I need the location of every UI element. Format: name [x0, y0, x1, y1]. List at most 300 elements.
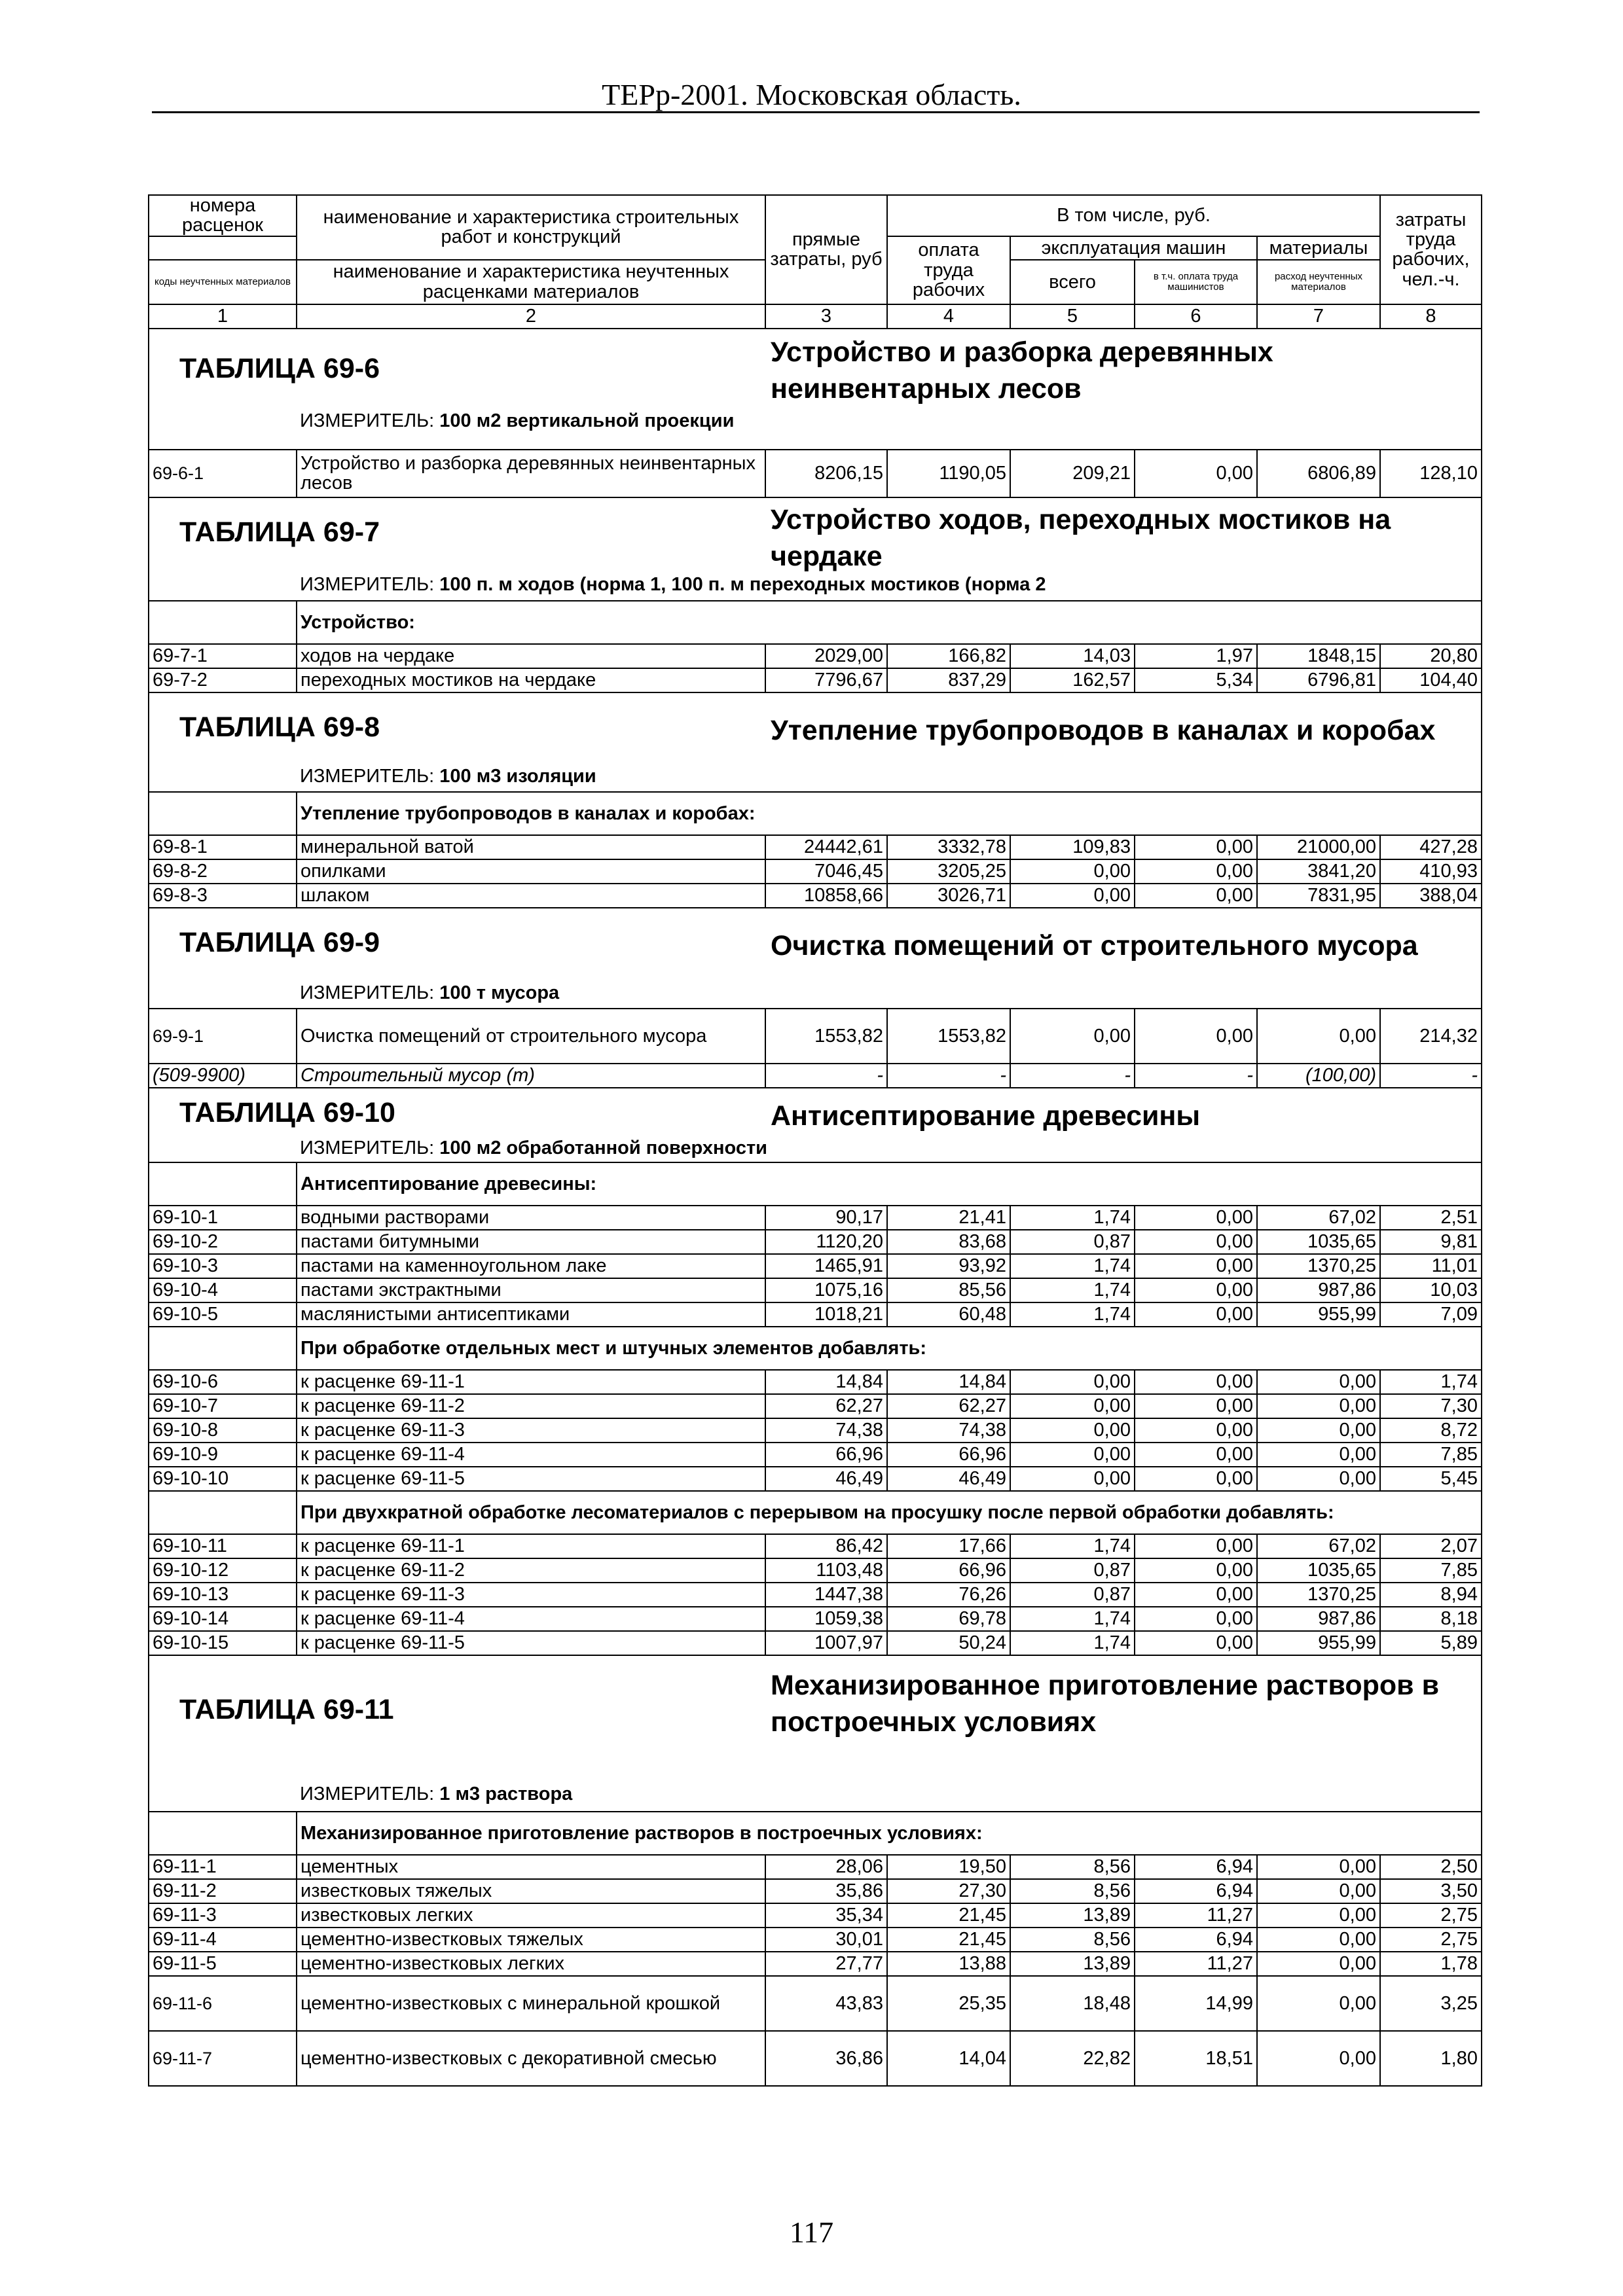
worker-wage: 66,96	[887, 1558, 1010, 1583]
labor-hours: 20,80	[1380, 644, 1482, 668]
rate-name: к расценке 69-11-1	[297, 1534, 765, 1558]
rate-name: известковых легких	[297, 1903, 765, 1928]
section-measure	[300, 1138, 767, 1158]
section-header-row	[149, 1088, 1482, 1162]
section-measure	[300, 1784, 572, 1804]
section-header-wrap	[149, 1656, 1481, 1811]
section-title: Устройство и разборка деревянных неинвентарных лесов	[771, 336, 1273, 404]
col-num-6: 6	[1135, 304, 1257, 329]
measure-value: 100 м2 обработанной поверхности	[439, 1137, 767, 1158]
group-subtitle-row	[149, 792, 1482, 835]
measure-value: 100 п. м ходов (норма 1, 100 п. м переходных мостиков (норма 2	[439, 573, 1046, 595]
worker-wage: 50,24	[887, 1631, 1010, 1655]
table-row	[149, 1206, 1482, 1230]
rate-name: к расценке 69-11-2	[297, 1558, 765, 1583]
machinist-wage: 11,27	[1135, 1952, 1257, 1976]
direct-cost: 1447,38	[765, 1583, 887, 1607]
table-row	[149, 884, 1482, 908]
header-row-1	[149, 195, 1482, 236]
group-subtitle: Антисептирование древесины:	[297, 1162, 1482, 1206]
labor-hours: 2,07	[1380, 1534, 1482, 1558]
worker-wage: 60,48	[887, 1302, 1010, 1327]
group-subtitle: Утепление трубопроводов в каналах и коробах:	[297, 792, 1482, 835]
section-header	[149, 908, 1482, 1009]
table-row	[149, 1009, 1482, 1064]
rate-name: к расценке 69-11-3	[297, 1418, 765, 1443]
rate-name: маслянистыми антисептиками	[297, 1302, 765, 1327]
materials-cost: 0,00	[1257, 1879, 1380, 1903]
rate-code: 69-10-2	[149, 1230, 297, 1254]
labor-hours: 427,28	[1380, 835, 1482, 859]
table-body	[149, 195, 1482, 2086]
machinist-wage: 0,00	[1135, 1534, 1257, 1558]
rate-name: цементно-известковых с минеральной крошкой	[297, 1976, 765, 2031]
rate-name: к расценке 69-11-2	[297, 1394, 765, 1418]
machine-cost: 0,00	[1010, 859, 1135, 884]
direct-cost: 2029,00	[765, 644, 887, 668]
col-wage: оплата труда рабочих	[887, 236, 1010, 304]
rate-code: 69-10-8	[149, 1418, 297, 1443]
table-row	[149, 1254, 1482, 1278]
section-code: ТАБЛИЦА 69-9	[179, 926, 380, 958]
rate-code: 69-10-15	[149, 1631, 297, 1655]
section-header	[149, 692, 1482, 792]
worker-wage: 17,66	[887, 1534, 1010, 1558]
measure-value: 100 т мусора	[439, 982, 560, 1003]
col-code-bottom: коды неучтенных материалов	[149, 260, 297, 304]
labor-hours: 5,45	[1380, 1467, 1482, 1491]
labor-hours: 3,50	[1380, 1879, 1482, 1903]
section-header-row	[149, 908, 1482, 1009]
table-row	[149, 450, 1482, 497]
worker-wage: 46,49	[887, 1467, 1010, 1491]
machinist-wage: 0,00	[1135, 1370, 1257, 1394]
rate-code: 69-10-4	[149, 1278, 297, 1302]
labor-hours: 2,51	[1380, 1206, 1482, 1230]
direct-cost: 90,17	[765, 1206, 887, 1230]
materials-cost: 0,00	[1257, 1467, 1380, 1491]
machine-cost: 109,83	[1010, 835, 1135, 859]
col-machines: эксплуатация машин	[1010, 236, 1257, 260]
worker-wage: 166,82	[887, 644, 1010, 668]
direct-cost: 46,49	[765, 1467, 887, 1491]
materials-cost: 1370,25	[1257, 1254, 1380, 1278]
table-row	[149, 859, 1482, 884]
machine-cost: 13,89	[1010, 1952, 1135, 1976]
machinist-wage: 5,34	[1135, 668, 1257, 692]
materials-cost: 7831,95	[1257, 884, 1380, 908]
section-header-wrap	[149, 498, 1481, 600]
worker-wage: 25,35	[887, 1976, 1010, 2031]
materials-cost: 987,86	[1257, 1607, 1380, 1631]
rate-code: 69-10-12	[149, 1558, 297, 1583]
machinist-wage: 0,00	[1135, 1394, 1257, 1418]
section-header	[149, 497, 1482, 601]
price-table	[148, 194, 1482, 2087]
rate-name: Строительный мусор (т)	[297, 1064, 765, 1088]
section-header-row	[149, 692, 1482, 792]
rate-name: шлаком	[297, 884, 765, 908]
group-subtitle-row	[149, 601, 1482, 644]
rate-name: опилками	[297, 859, 765, 884]
machine-cost: 0,87	[1010, 1583, 1135, 1607]
table-row	[149, 1879, 1482, 1903]
rate-code: 69-10-7	[149, 1394, 297, 1418]
worker-wage: 3026,71	[887, 884, 1010, 908]
machinist-wage: 6,94	[1135, 1855, 1257, 1879]
rate-name: к расценке 69-11-1	[297, 1370, 765, 1394]
rate-code: 69-6-1	[149, 450, 297, 497]
direct-cost: 35,34	[765, 1903, 887, 1928]
header-rule	[152, 111, 1480, 113]
labor-hours: 7,85	[1380, 1443, 1482, 1467]
rate-name: к расценке 69-11-4	[297, 1607, 765, 1631]
materials-cost: 1848,15	[1257, 644, 1380, 668]
labor-hours: 11,01	[1380, 1254, 1482, 1278]
direct-cost: 1103,48	[765, 1558, 887, 1583]
section-title: Антисептирование древесины	[771, 1100, 1201, 1132]
materials-cost: 21000,00	[1257, 835, 1380, 859]
section-header-row	[149, 497, 1482, 601]
worker-wage: 21,45	[887, 1928, 1010, 1952]
col-labor: затраты труда рабочих, чел.-ч.	[1380, 195, 1482, 304]
measure-label: ИЗМЕРИТЕЛЬ:	[300, 1137, 435, 1158]
rate-code: 69-8-2	[149, 859, 297, 884]
group-subtitle-row	[149, 1327, 1482, 1370]
worker-wage: 13,88	[887, 1952, 1010, 1976]
rate-name: Очистка помещений от строительного мусора	[297, 1009, 765, 1064]
rate-name: пастами битумными	[297, 1230, 765, 1254]
materials-cost: 0,00	[1257, 1855, 1380, 1879]
rate-code: 69-7-2	[149, 668, 297, 692]
rate-name: ходов на чердаке	[297, 644, 765, 668]
measure-value: 100 м3 изоляции	[439, 765, 596, 787]
col-name-bottom: наименование и характеристика неучтенных расценками материалов	[297, 260, 765, 304]
direct-cost: 7796,67	[765, 668, 887, 692]
materials-cost: 0,00	[1257, 1009, 1380, 1064]
table-row	[149, 644, 1482, 668]
machinist-wage: 0,00	[1135, 450, 1257, 497]
machinist-wage: 6,94	[1135, 1879, 1257, 1903]
materials-cost: 0,00	[1257, 1928, 1380, 1952]
rate-name: Устройство и разборка деревянных неинвентарных лесов	[297, 450, 765, 497]
col-name-top: наименование и характеристика строительных работ и конструкций	[297, 195, 765, 260]
group-subtitle-row	[149, 1162, 1482, 1206]
section-header	[149, 1655, 1482, 1812]
worker-wage: 62,27	[887, 1394, 1010, 1418]
section-code: ТАБЛИЦА 69-11	[179, 1693, 394, 1725]
worker-wage: 3332,78	[887, 835, 1010, 859]
machine-cost: 1,74	[1010, 1302, 1135, 1327]
labor-hours: -	[1380, 1064, 1482, 1088]
machine-cost: 0,87	[1010, 1558, 1135, 1583]
machinist-wage: 0,00	[1135, 1302, 1257, 1327]
rate-code: 69-9-1	[149, 1009, 297, 1064]
col-num-5: 5	[1010, 304, 1135, 329]
labor-hours: 7,30	[1380, 1394, 1482, 1418]
direct-cost: 8206,15	[765, 450, 887, 497]
table-row	[149, 835, 1482, 859]
machine-cost: 162,57	[1010, 668, 1135, 692]
section-header	[149, 1088, 1482, 1162]
worker-wage: 66,96	[887, 1443, 1010, 1467]
machine-cost: 0,00	[1010, 1418, 1135, 1443]
measure-label: ИЗМЕРИТЕЛЬ:	[300, 573, 435, 595]
rate-code: 69-11-4	[149, 1928, 297, 1952]
direct-cost: -	[765, 1064, 887, 1088]
materials-cost: 955,99	[1257, 1302, 1380, 1327]
machinist-wage: 0,00	[1135, 1443, 1257, 1467]
section-title: Механизированное приготовление растворов в построечных условиях	[771, 1669, 1439, 1738]
col-num-1: 1	[149, 304, 297, 329]
labor-hours: 10,03	[1380, 1278, 1482, 1302]
table-row	[149, 668, 1482, 692]
machine-cost: 0,00	[1010, 1009, 1135, 1064]
col-direct: прямые затраты, руб	[765, 195, 887, 304]
machine-cost: 0,00	[1010, 1370, 1135, 1394]
table-row	[149, 1903, 1482, 1928]
machinist-wage: 1,97	[1135, 644, 1257, 668]
section-title: Утепление трубопроводов в каналах и коробах	[771, 714, 1436, 746]
materials-cost: 955,99	[1257, 1631, 1380, 1655]
rate-name: пастами на каменноугольном лаке	[297, 1254, 765, 1278]
table-row	[149, 1394, 1482, 1418]
section-code: ТАБЛИЦА 69-10	[179, 1096, 395, 1128]
worker-wage: -	[887, 1064, 1010, 1088]
direct-cost: 66,96	[765, 1443, 887, 1467]
rate-name: пастами экстрактными	[297, 1278, 765, 1302]
direct-cost: 43,83	[765, 1976, 887, 2031]
machinist-wage: 0,00	[1135, 1467, 1257, 1491]
measure-value: 100 м2 вертикальной проекции	[439, 410, 735, 431]
section-measure	[300, 983, 559, 1003]
section-header-wrap	[149, 693, 1481, 791]
col-num-3: 3	[765, 304, 887, 329]
section-title: Устройство ходов, переходных мостиков на чердаке	[771, 503, 1391, 572]
worker-wage: 1553,82	[887, 1009, 1010, 1064]
machinist-wage: 0,00	[1135, 884, 1257, 908]
machinist-wage: 6,94	[1135, 1928, 1257, 1952]
group-subtitle-blank	[149, 1327, 297, 1370]
rate-code: 69-11-2	[149, 1879, 297, 1903]
worker-wage: 85,56	[887, 1278, 1010, 1302]
worker-wage: 19,50	[887, 1855, 1010, 1879]
rate-name: цементно-известковых с декоративной смесью	[297, 2031, 765, 2086]
labor-hours: 7,85	[1380, 1558, 1482, 1583]
group-subtitle-blank	[149, 601, 297, 644]
document-header: ТЕРр-2001. Московская область.	[602, 78, 1021, 111]
machinist-wage: 0,00	[1135, 859, 1257, 884]
labor-hours: 410,93	[1380, 859, 1482, 884]
rate-name: известковых тяжелых	[297, 1879, 765, 1903]
materials-cost: 1035,65	[1257, 1230, 1380, 1254]
materials-cost: 987,86	[1257, 1278, 1380, 1302]
machine-cost: 1,74	[1010, 1631, 1135, 1655]
direct-cost: 1075,16	[765, 1278, 887, 1302]
rate-name: цементно-известковых легких	[297, 1952, 765, 1976]
section-code: ТАБЛИЦА 69-7	[179, 516, 380, 548]
table-row	[149, 1558, 1482, 1583]
labor-hours: 8,94	[1380, 1583, 1482, 1607]
machine-cost: 0,00	[1010, 884, 1135, 908]
machinist-wage: 18,51	[1135, 2031, 1257, 2086]
table-row	[149, 1631, 1482, 1655]
section-measure	[300, 575, 1046, 594]
machine-cost: 18,48	[1010, 1976, 1135, 2031]
group-subtitle-row	[149, 1491, 1482, 1534]
section-header-wrap	[149, 1088, 1481, 1162]
col-code-top: номера расценок	[149, 195, 297, 236]
labor-hours: 388,04	[1380, 884, 1482, 908]
rate-code: 69-11-6	[149, 1976, 297, 2031]
machinist-wage: 0,00	[1135, 1418, 1257, 1443]
labor-hours: 3,25	[1380, 1976, 1482, 2031]
section-title: Очистка помещений от строительного мусора	[771, 929, 1418, 961]
group-subtitle-row	[149, 1812, 1482, 1855]
rate-code: 69-10-14	[149, 1607, 297, 1631]
labor-hours: 7,09	[1380, 1302, 1482, 1327]
direct-cost: 1120,20	[765, 1230, 887, 1254]
machine-cost: 0,00	[1010, 1443, 1135, 1467]
machinist-wage: -	[1135, 1064, 1257, 1088]
rate-code: 69-10-3	[149, 1254, 297, 1278]
machine-cost: 0,00	[1010, 1394, 1135, 1418]
group-subtitle: При двухкратной обработке лесоматериалов с перерывом на просушку после первой обработки добавлять:	[297, 1491, 1482, 1534]
machine-cost: 8,56	[1010, 1928, 1135, 1952]
machine-cost: 1,74	[1010, 1278, 1135, 1302]
materials-cost: 0,00	[1257, 1370, 1380, 1394]
materials-cost: 0,00	[1257, 2031, 1380, 2086]
materials-cost: 1370,25	[1257, 1583, 1380, 1607]
rate-code: (509-9900)	[149, 1064, 297, 1088]
labor-hours: 104,40	[1380, 668, 1482, 692]
machinist-wage: 0,00	[1135, 1631, 1257, 1655]
rate-code: 69-10-13	[149, 1583, 297, 1607]
section-measure	[300, 766, 596, 786]
direct-cost: 28,06	[765, 1855, 887, 1879]
labor-hours: 214,32	[1380, 1009, 1482, 1064]
machine-cost: 1,74	[1010, 1534, 1135, 1558]
materials-cost: (100,00)	[1257, 1064, 1380, 1088]
section-header-wrap	[149, 329, 1481, 449]
machinist-wage: 0,00	[1135, 1583, 1257, 1607]
direct-cost: 74,38	[765, 1418, 887, 1443]
measure-label: ИЗМЕРИТЕЛЬ:	[300, 410, 435, 431]
rate-name: к расценке 69-11-3	[297, 1583, 765, 1607]
group-subtitle: Механизированное приготовление растворов в построечных условиях:	[297, 1812, 1482, 1855]
section-code: ТАБЛИЦА 69-8	[179, 711, 380, 743]
machinist-wage: 0,00	[1135, 1278, 1257, 1302]
direct-cost: 30,01	[765, 1928, 887, 1952]
rate-name: водными растворами	[297, 1206, 765, 1230]
rate-name: цементных	[297, 1855, 765, 1879]
direct-cost: 1553,82	[765, 1009, 887, 1064]
group-subtitle-blank	[149, 792, 297, 835]
materials-cost: 0,00	[1257, 1976, 1380, 2031]
group-subtitle: Устройство:	[297, 601, 1482, 644]
worker-wage: 837,29	[887, 668, 1010, 692]
labor-hours: 2,50	[1380, 1855, 1482, 1879]
col-materials: материалы	[1257, 236, 1380, 260]
rate-code: 69-10-10	[149, 1467, 297, 1491]
machine-cost: 14,03	[1010, 644, 1135, 668]
rate-code: 69-11-7	[149, 2031, 297, 2086]
materials-cost: 1035,65	[1257, 1558, 1380, 1583]
materials-cost: 3841,20	[1257, 859, 1380, 884]
machinist-wage: 0,00	[1135, 1009, 1257, 1064]
col-code-spacer	[149, 236, 297, 260]
worker-wage: 14,04	[887, 2031, 1010, 2086]
rate-code: 69-10-6	[149, 1370, 297, 1394]
materials-cost: 0,00	[1257, 1443, 1380, 1467]
rate-name: переходных мостиков на чердаке	[297, 668, 765, 692]
page-number: 117	[789, 2215, 834, 2249]
rate-name: к расценке 69-11-4	[297, 1443, 765, 1467]
labor-hours: 128,10	[1380, 450, 1482, 497]
machine-cost: 209,21	[1010, 450, 1135, 497]
machine-cost: 1,74	[1010, 1206, 1135, 1230]
rate-name: к расценке 69-11-5	[297, 1467, 765, 1491]
direct-cost: 1018,21	[765, 1302, 887, 1327]
rate-code: 69-11-3	[149, 1903, 297, 1928]
labor-hours: 5,89	[1380, 1631, 1482, 1655]
direct-cost: 35,86	[765, 1879, 887, 1903]
rate-code: 69-8-3	[149, 884, 297, 908]
table-row	[149, 1534, 1482, 1558]
col-num-7: 7	[1257, 304, 1380, 329]
labor-hours: 8,18	[1380, 1607, 1482, 1631]
machine-cost: -	[1010, 1064, 1135, 1088]
direct-cost: 10858,66	[765, 884, 887, 908]
worker-wage: 21,41	[887, 1206, 1010, 1230]
direct-cost: 27,77	[765, 1952, 887, 1976]
worker-wage: 1190,05	[887, 450, 1010, 497]
section-header-row	[149, 1655, 1482, 1812]
machine-cost: 22,82	[1010, 2031, 1135, 2086]
measure-label: ИЗМЕРИТЕЛЬ:	[300, 982, 435, 1003]
direct-cost: 1007,97	[765, 1631, 887, 1655]
direct-cost: 86,42	[765, 1534, 887, 1558]
labor-hours: 1,78	[1380, 1952, 1482, 1976]
direct-cost: 7046,45	[765, 859, 887, 884]
worker-wage: 74,38	[887, 1418, 1010, 1443]
machinist-wage: 14,99	[1135, 1976, 1257, 2031]
rate-code: 69-10-11	[149, 1534, 297, 1558]
machine-cost: 0,87	[1010, 1230, 1135, 1254]
table-row	[149, 1302, 1482, 1327]
machine-cost: 8,56	[1010, 1855, 1135, 1879]
rate-code: 69-11-1	[149, 1855, 297, 1879]
machinist-wage: 0,00	[1135, 1607, 1257, 1631]
group-subtitle-blank	[149, 1491, 297, 1534]
machinist-wage: 0,00	[1135, 1206, 1257, 1230]
materials-cost: 0,00	[1257, 1952, 1380, 1976]
measure-value: 1 м3 раствора	[439, 1783, 573, 1804]
rate-code: 69-11-5	[149, 1952, 297, 1976]
materials-cost: 6806,89	[1257, 450, 1380, 497]
labor-hours: 9,81	[1380, 1230, 1482, 1254]
labor-hours: 2,75	[1380, 1903, 1482, 1928]
labor-hours: 1,80	[1380, 2031, 1482, 2086]
table-row	[149, 1928, 1482, 1952]
table-row	[149, 1443, 1482, 1467]
machine-cost: 13,89	[1010, 1903, 1135, 1928]
col-machines-wage: в т.ч. оплата труда машинистов	[1135, 260, 1257, 304]
machine-cost: 8,56	[1010, 1879, 1135, 1903]
worker-wage: 21,45	[887, 1903, 1010, 1928]
col-machines-total: всего	[1010, 260, 1135, 304]
table-row	[149, 1467, 1482, 1491]
